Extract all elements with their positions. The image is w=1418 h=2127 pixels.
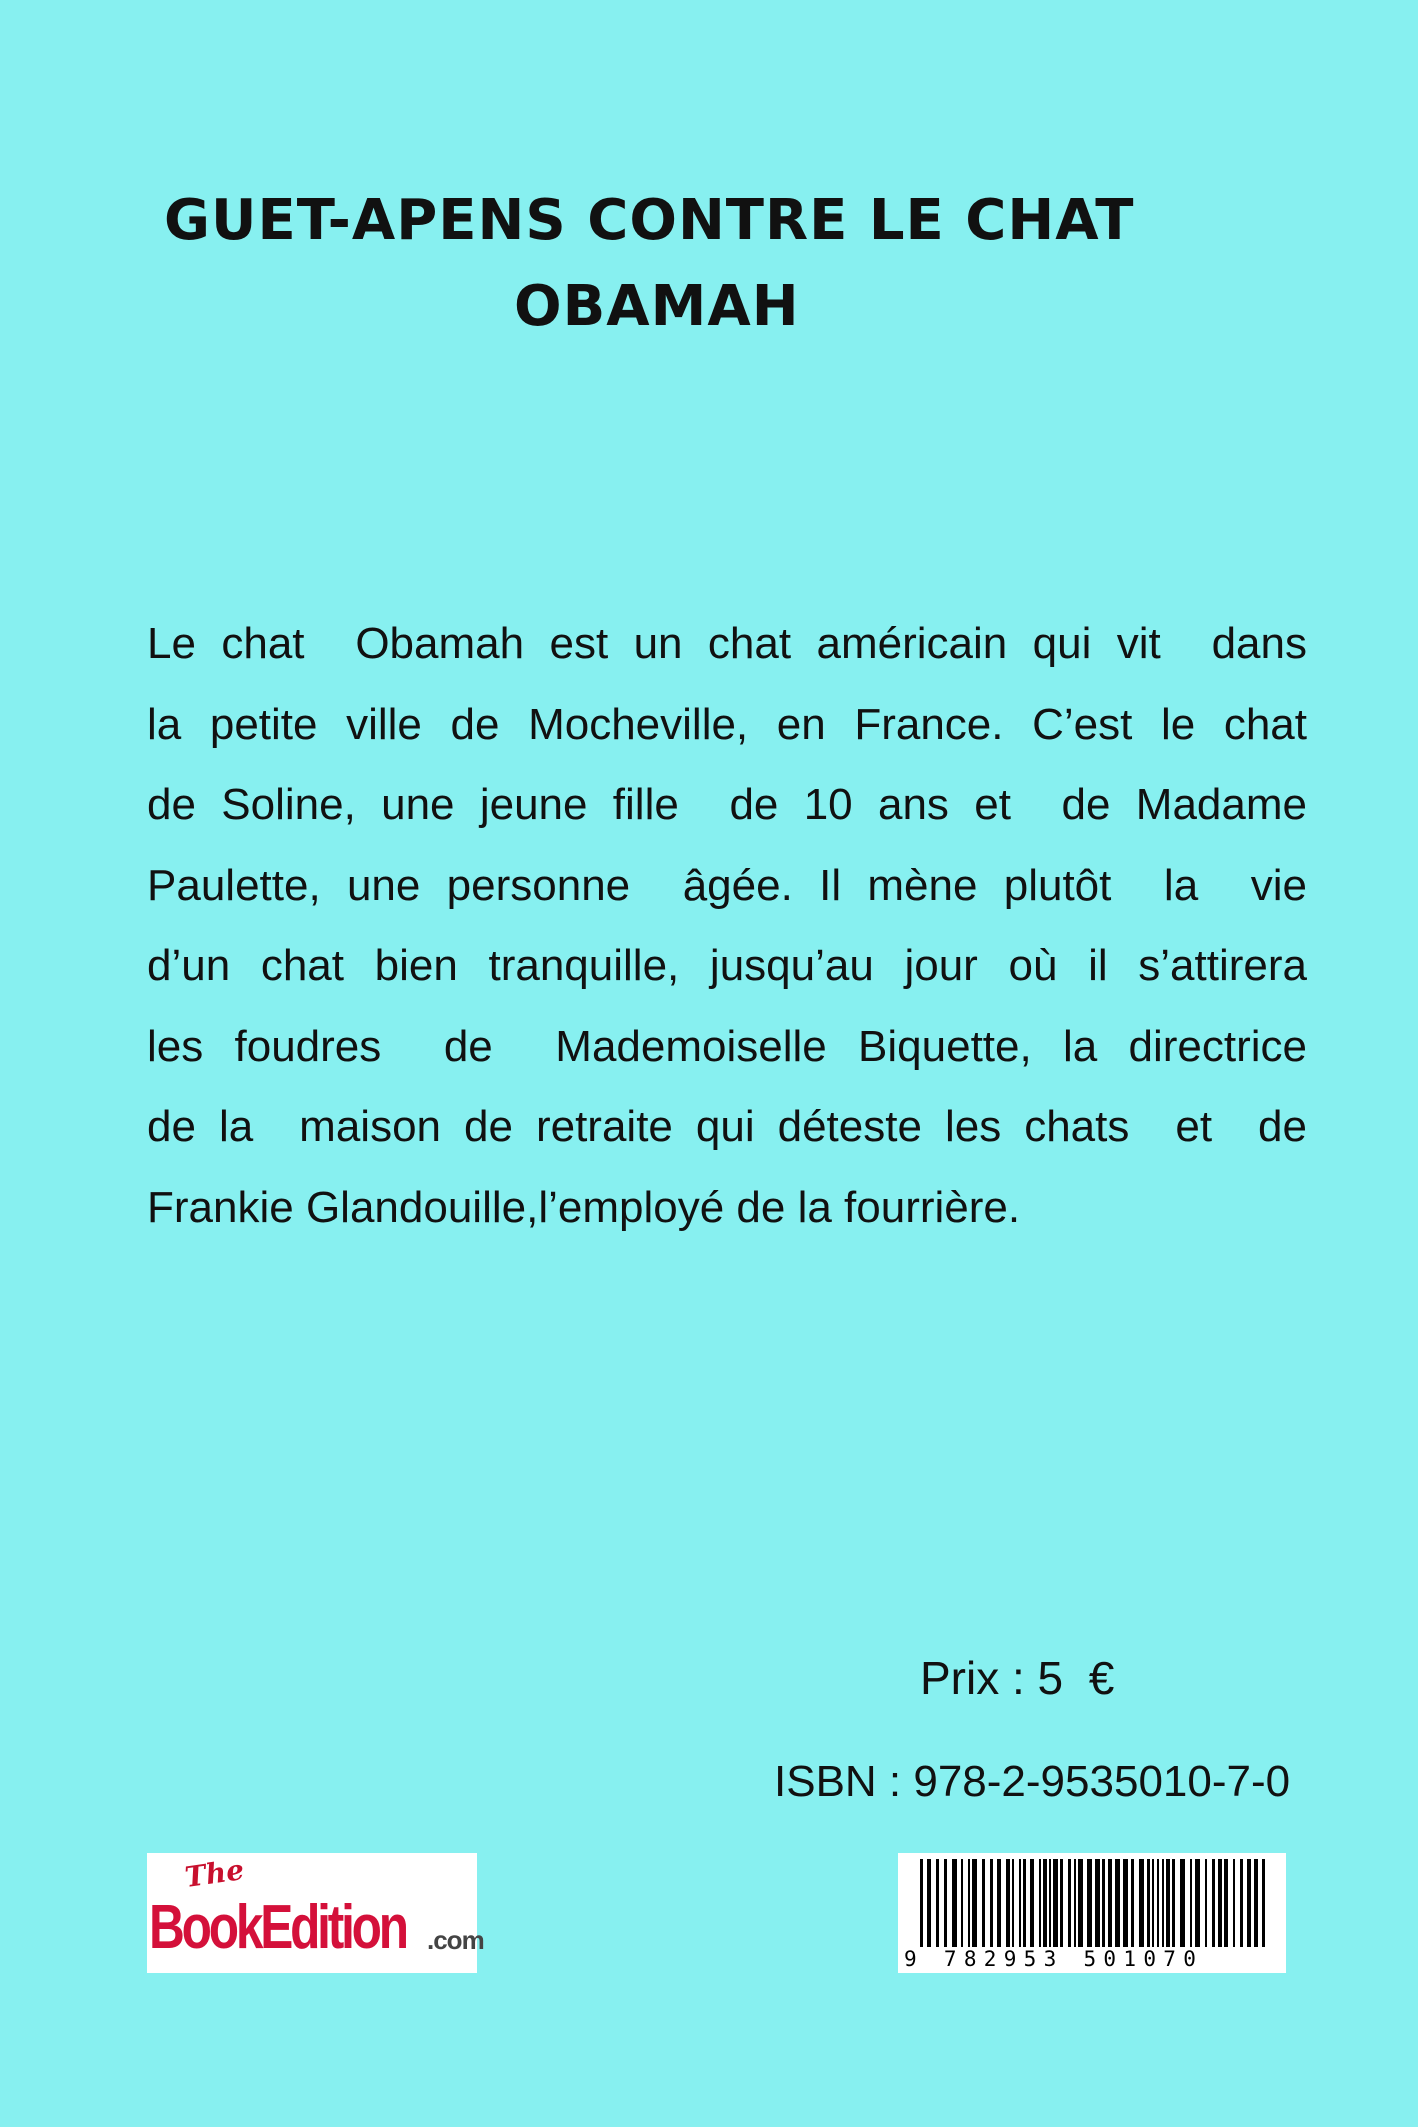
barcode-bar: [1123, 1859, 1128, 1947]
barcode-bar: [982, 1859, 985, 1947]
barcode-bar: [1147, 1859, 1150, 1947]
barcode-bar: [936, 1859, 939, 1947]
synopsis-line: Le chat Obamah est un chat américain qui vit dans: [147, 619, 1307, 668]
barcode-bar: [944, 1859, 947, 1947]
barcode-bar: [920, 1859, 923, 1947]
barcode-bar: [1053, 1859, 1058, 1947]
barcode-bar: [1218, 1859, 1222, 1947]
barcode-bar: [972, 1859, 977, 1947]
barcode-bar: [1254, 1859, 1258, 1947]
barcode-bar: [1195, 1859, 1200, 1947]
barcode-bar: [1166, 1859, 1170, 1947]
isbn-barcode: [898, 1853, 1286, 1973]
publisher-logo-the: The: [182, 1853, 246, 1894]
book-title-line-2: OBAMAH: [514, 274, 800, 339]
barcode-bar: [1212, 1859, 1215, 1947]
publisher-logo-name: BookEdition: [149, 1893, 406, 1962]
barcode-bar: [997, 1859, 1001, 1947]
barcode-bar: [1078, 1859, 1083, 1947]
barcode-bar: [1233, 1859, 1235, 1947]
barcode-bar: [1247, 1859, 1251, 1947]
barcode-bar: [1224, 1859, 1228, 1947]
barcode-bar: [1162, 1859, 1164, 1947]
barcode-bar: [1019, 1859, 1021, 1947]
barcode-bar: [1023, 1859, 1026, 1947]
book-title: [150, 178, 1190, 350]
barcode-bar: [1006, 1859, 1010, 1947]
barcode-bar: [1068, 1859, 1071, 1947]
barcode-bar: [1139, 1859, 1144, 1947]
barcode-bar: [1157, 1859, 1159, 1947]
barcode-bar: [1131, 1859, 1134, 1947]
publisher-logo: [147, 1853, 484, 1973]
barcode-bar: [1049, 1859, 1051, 1947]
price-label: Prix : 5 €: [920, 1652, 1115, 1704]
synopsis-line: de Soline, une jeune fille de 10 ans et de Madame: [147, 780, 1307, 829]
synopsis-line: d’un chat bien tranquille, jusqu’au jour où il s’attirera: [147, 941, 1307, 990]
barcode-bar: [1172, 1859, 1175, 1947]
barcode-bar: [1074, 1859, 1076, 1947]
barcode-bar: [1012, 1859, 1014, 1947]
barcode-bar: [1102, 1859, 1105, 1947]
book-title-line-1: GUET-APENS CONTRE LE CHAT: [164, 188, 1135, 253]
barcode-bar: [927, 1859, 931, 1947]
barcode-bar: [1087, 1859, 1092, 1947]
synopsis-line: Frankie Glandouille,l’employé de la fourrière.: [147, 1182, 1021, 1232]
barcode-bar: [1190, 1859, 1192, 1947]
barcode-bar: [1152, 1859, 1154, 1947]
book-synopsis: [147, 604, 1307, 1248]
barcode-bar: [1262, 1859, 1265, 1947]
synopsis-line: Paulette, une personne âgée. Il mène plutôt la vie: [147, 860, 1307, 910]
barcode-bar: [1095, 1859, 1100, 1947]
barcode-bar: [1043, 1859, 1047, 1947]
barcode-bar: [1060, 1859, 1063, 1947]
barcode-bar: [1180, 1859, 1185, 1947]
barcode-bar: [952, 1859, 957, 1947]
barcode-bar: [1039, 1859, 1041, 1947]
isbn-label: ISBN : 978-2-9535010-7-0: [774, 1757, 1291, 1806]
barcode-bar: [990, 1859, 993, 1947]
barcode-digits: 9 782953 501070: [904, 1947, 1280, 1971]
synopsis-line: la petite ville de Mocheville, en France. C’est le chat: [147, 699, 1307, 749]
barcode-bar: [1030, 1859, 1034, 1947]
publisher-logo-suffix: .com: [427, 1925, 484, 1955]
barcode-bar: [1240, 1859, 1243, 1947]
barcode-bar: [1115, 1859, 1120, 1947]
synopsis-line: de la maison de retraite qui déteste les chats et de: [147, 1102, 1307, 1151]
barcode-bar: [961, 1859, 963, 1947]
synopsis-line: les foudres de Mademoiselle Biquette, la directrice: [147, 1021, 1307, 1071]
barcode-bar: [1205, 1859, 1207, 1947]
barcode-bar: [1108, 1859, 1112, 1947]
barcode-bar: [968, 1859, 970, 1947]
